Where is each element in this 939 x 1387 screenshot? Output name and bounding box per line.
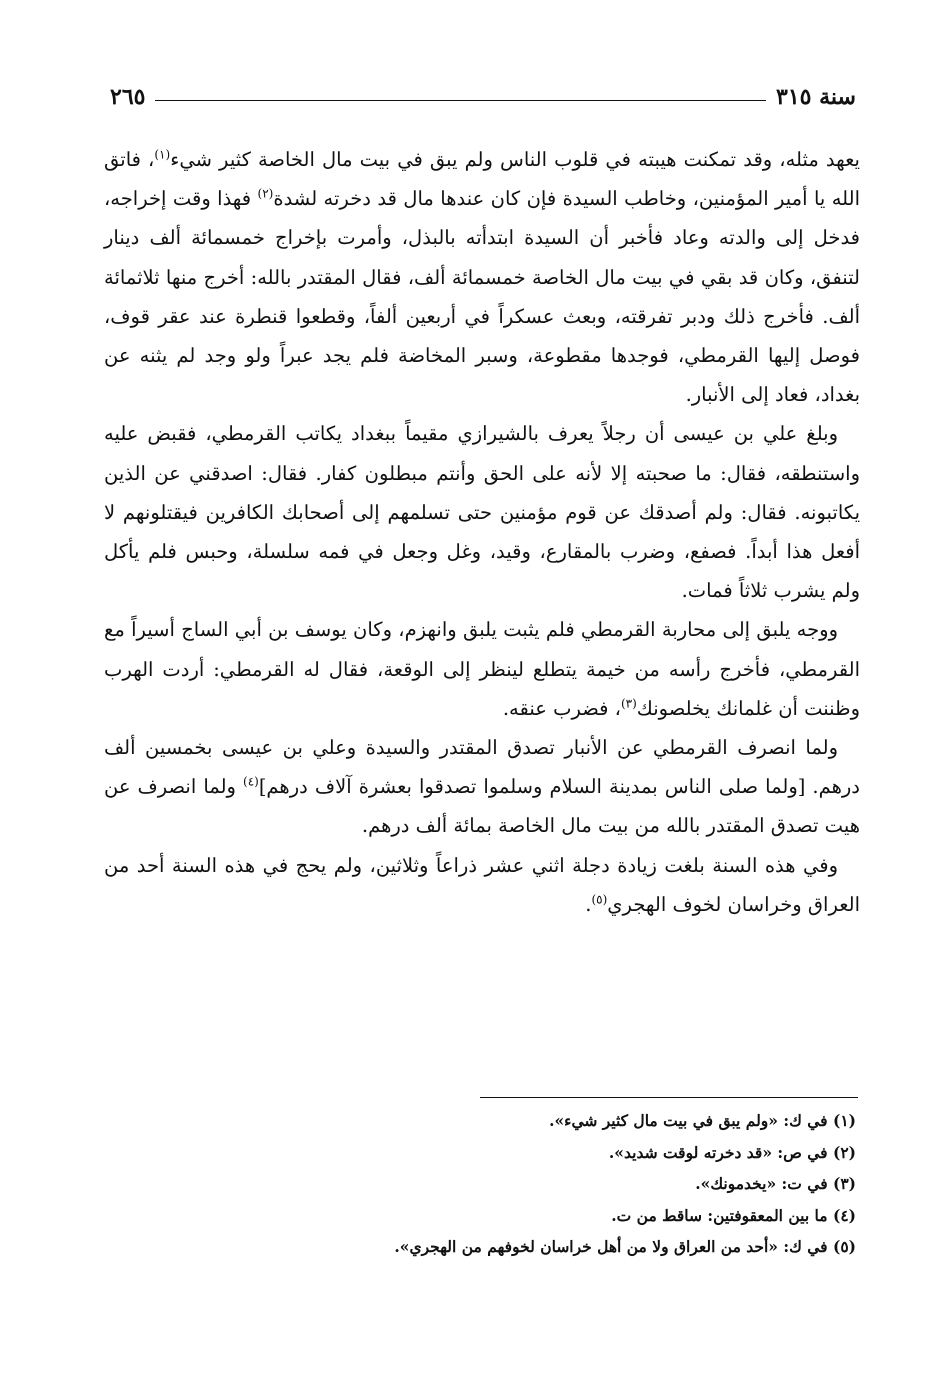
paragraph-2: وبلغ علي بن عيسى أن رجلاً يعرف بالشيرازي مقيماً ببغداد يكاتب القرمطي، فقبض عليه واستنطقه، فقال: ما صحبته إلا لأنه على الحق وأنتم مبطلون كفار. فقال: اصدقني عن الذين يكاتبونه. فقال: ولم أصدقك عن قوم مؤمنين حتى تسلمهم إلى أصحابك الكافرين فيقتلونهم لا أفعل هذا أبداً. فصفع، وضرب بالمقارع، وقيد، وغل وجعل في فمه سلسلة، وحبس فلم يأكل ولم يشرب ثلاثاً فمات. xyxy=(104,422,860,603)
paragraph-5 xyxy=(104,846,860,924)
paragraph-text: فهذا وقت إخراجه، فدخل إلى والدته وعاد فأخبر أن السيدة ابتدأته بالبذل، وأمرت بإخراج خمسمائة ألف دينار لتنفق، وكان قد بقي في بيت مال الخاصة خمسمائة ألف، فقال المقتدر بالله: أخرج منها ثلاثمائة ألف. فأخرج ذلك ودبر تفرقته، وبعث عسكراً في أربعين ألفاً، وقطعوا قنطرة عند عقر قوف، فوصل إليها القرمطي، فوجدها مقطوعة، وسبر المخاضة فلم يجد عبراً ولو وجد لم يثنه عن بغداد، فعاد إلى الأنبار. xyxy=(104,187,860,407)
footnote-separator xyxy=(480,1097,858,1098)
footnote-4: (٤) ما بين المعقوفتين: ساقط من ت. xyxy=(611,1205,856,1225)
paragraph-text: ، فاتق الله يا أمير المؤمنين، وخاطب السيدة فإن كان عندها مال قد دخرته لشدة xyxy=(104,148,860,211)
paragraph-text: ووجه يلبق إلى محاربة القرمطي فلم يثبت يلبق وانهزم، وكان يوسف بن أبي الساج أسيراً مع القرمطي، فأخرج رأسه من خيمة يتطلع لينظر إلى الوقعة، فقال له القرمطي: أردت الهرب وظننت أن غلمانك يخلصونك xyxy=(104,618,860,720)
paragraph-4 xyxy=(104,728,860,846)
paragraph-text: ولما انصرف القرمطي عن الأنبار تصدق المقتدر والسيدة وعلي بن عيسى بخمسين ألف درهم. [ولما صلى الناس بمدينة السلام وسلموا تصدقوا بعشرة آلاف درهم] xyxy=(104,736,860,799)
paragraph-text: . xyxy=(585,892,592,916)
footnotes xyxy=(300,1105,856,1263)
footnote-ref-2[interactable]: (٢) xyxy=(257,186,274,201)
header-rule xyxy=(155,100,766,101)
running-header xyxy=(110,82,856,112)
paragraph-1 xyxy=(104,140,860,414)
page-number: ٢٦٥ xyxy=(110,84,146,110)
paragraph-text: يعهد مثله، وقد تمكنت هيبته في قلوب الناس ولم يبق في بيت مال الخاصة كثير شيء xyxy=(170,148,860,171)
footnote-ref-3[interactable]: (٣) xyxy=(620,696,637,711)
paragraph-text: ولما انصرف عن هيت تصدق المقتدر بالله من بيت مال الخاصة بمائة ألف درهم. xyxy=(104,775,860,838)
footnote-5: (٥) في ك: «أحد من العراق ولا من أهل خراسان لخوفهم من الهجري». xyxy=(394,1237,856,1256)
paragraph-text: ، فضرب عنقه. xyxy=(502,696,621,720)
footnote-ref-1[interactable]: (١) xyxy=(154,147,171,162)
footnote-2: (٢) في ص: «قد دخرته لوقت شديد». xyxy=(608,1142,856,1162)
footnote-ref-4[interactable]: (٤) xyxy=(243,774,259,789)
footnote-1: (١) في ك: «ولم يبق في بيت مال كثير شيء». xyxy=(549,1111,856,1130)
footnote-3: (٣) في ت: «يخدمونك». xyxy=(695,1174,856,1193)
paragraph-3 xyxy=(104,610,860,728)
footnote-ref-5[interactable]: (٥) xyxy=(591,892,608,907)
paragraph-text: وفي هذه السنة بلغت زيادة دجلة اثني عشر ذراعاً وثلاثين، ولم يحج في هذه السنة أحد من العراق وخراسان لخوف الهجري xyxy=(104,853,860,916)
header-year: سنة ٣١٥ xyxy=(776,84,856,110)
main-text xyxy=(104,140,860,924)
